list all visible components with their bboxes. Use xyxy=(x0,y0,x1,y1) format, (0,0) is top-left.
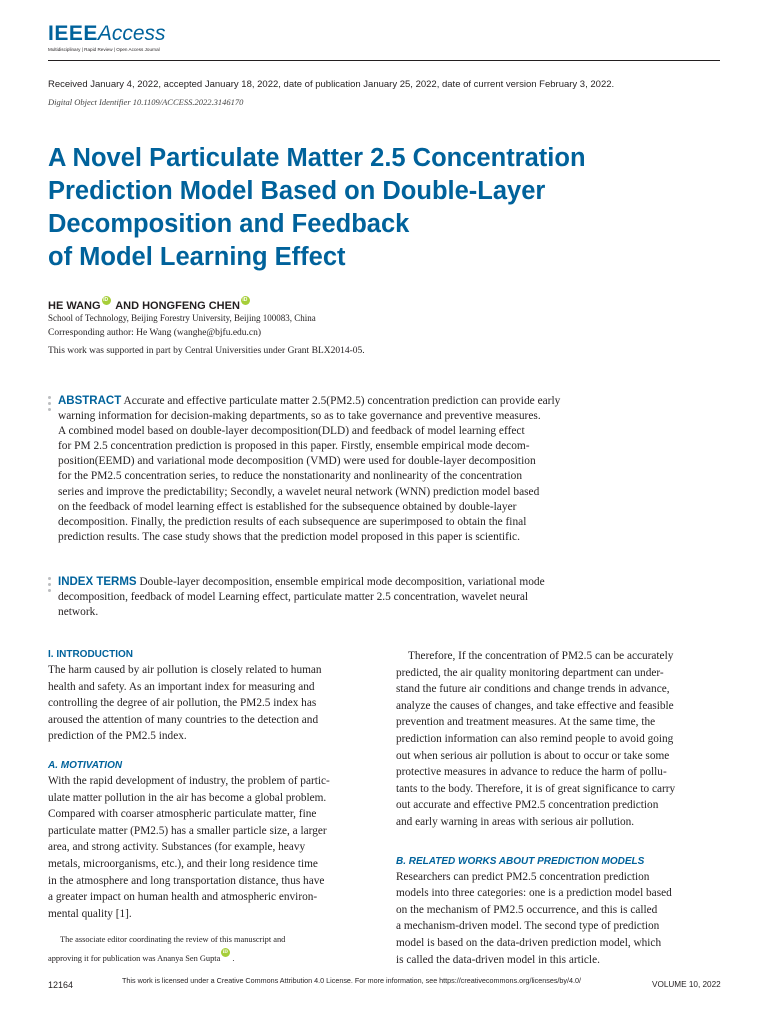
logo-access: Access xyxy=(97,22,166,45)
text-line: out accurate and effective PM2.5 concentration prediction xyxy=(396,799,659,812)
text-line: prevention and treatment measures. At the same time, the xyxy=(396,716,656,729)
abstract-line: on the feedback of model learning effect is established for the subsequence obtained by double-layer xyxy=(58,500,517,513)
corresponding-author: Corresponding author: He Wang (wanghe@bjfu.edu.cn) xyxy=(48,328,262,338)
right-column xyxy=(396,648,718,968)
logo-ieee: IEEE xyxy=(48,22,98,45)
journal-logo xyxy=(48,22,166,52)
abstract-line: for PM 2.5 concentration prediction is proposed in this paper. Firstly, ensemble empirical mode decom- xyxy=(58,440,530,453)
orcid-icon[interactable] xyxy=(241,296,250,305)
text-line: out when serious air pollution is about to occur or take some xyxy=(396,749,670,762)
index-terms-label: INDEX TERMS xyxy=(58,576,137,588)
text-line: models into three categories: one is a prediction model based xyxy=(396,887,672,900)
subsection-heading: B. RELATED WORKS ABOUT PREDICTION MODELS xyxy=(396,855,645,867)
text-line: The harm caused by air pollution is closely related to human xyxy=(48,664,322,676)
paper-title xyxy=(48,142,648,274)
footnote xyxy=(48,932,370,966)
left-column xyxy=(48,648,370,966)
author-name: HE WANG xyxy=(48,300,101,312)
text-line: particulate matter (PM2.5) has a smaller particle size, a larger xyxy=(48,824,327,837)
text-line: protective measures in advance to reduce the harm of pollu- xyxy=(396,766,667,779)
abstract-label: ABSTRACT xyxy=(58,395,122,407)
header-rule xyxy=(48,60,720,61)
abstract-text xyxy=(58,394,628,545)
abstract-line: A combined model based on double-layer decomposition(DLD) and feedback of model learning effect xyxy=(58,425,525,438)
text-line: controlling the degree of air pollution, the PM2.5 index has xyxy=(48,697,317,710)
text-line: Compared with coarser atmospheric particulate matter, fine xyxy=(48,808,317,821)
text-line: a mechanism-driven model. The second type of prediction xyxy=(396,920,660,933)
text-line: tants to the body. Therefore, it is of great significance to carry xyxy=(396,782,676,795)
subsection-heading: A. MOTIVATION xyxy=(48,759,123,771)
text-line: analyze the causes of changes, and take effective and feasible xyxy=(396,699,674,712)
text-line: aroused the attention of many countries to the detection and xyxy=(48,713,319,726)
text-line: ulate matter pollution in the air has become a global problem. xyxy=(48,791,327,804)
text-line: is called the data-driven model in this article. xyxy=(396,953,600,966)
text-line: predicted, the air quality monitoring department can under- xyxy=(396,666,664,679)
abstract-line: prediction results. The case study shows that the prediction model proposed in this paper is scientific. xyxy=(58,530,520,543)
text-line: metals, microorganisms, etc.), and their long residence time xyxy=(48,857,318,870)
author-name: AND HONGFENG CHEN xyxy=(115,300,240,312)
index-terms-line: network. xyxy=(58,606,99,619)
dots-icon xyxy=(48,577,52,595)
text-line: Therefore, If the concentration of PM2.5 can be accurately xyxy=(408,650,674,662)
text-line: area, and strong activity. Substances (for example, heavy xyxy=(48,841,306,854)
text-line: health and safety. As an important index for measuring and xyxy=(48,680,315,693)
abstract-line: position(EEMD) and variational mode decomposition (VMD) were used for double-layer decomposition xyxy=(58,455,536,468)
received-dates: Received January 4, 2022, accepted January 18, 2022, date of publication January 25, 2022, date of current version February 3, 2022. xyxy=(48,79,615,90)
section-heading: I. INTRODUCTION xyxy=(48,649,133,660)
title-line: of Model Learning Effect xyxy=(48,243,346,271)
text-line: With the rapid development of industry, the problem of partic- xyxy=(48,774,330,787)
abstract-block xyxy=(48,394,628,545)
abstract-line: decomposition. Finally, the prediction results of each subsequence are superimposed to obtain the final xyxy=(58,515,527,528)
affiliation: School of Technology, Beijing Forestry University, Beijing 100083, China xyxy=(48,313,316,323)
license-note: This work is licensed under a Creative Commons Attribution 4.0 License. For more information, see https://creativecommons.org/licenses/by/4.0/ xyxy=(122,976,582,985)
funding-note: This work was supported in part by Central Universities under Grant BLX2014-05. xyxy=(48,346,365,356)
logo-tagline: Multidisciplinary | Rapid Review | Open Access Journal xyxy=(48,47,160,52)
title-line: Decomposition and Feedback xyxy=(48,210,410,238)
text-line: Researchers can predict PM2.5 concentration prediction xyxy=(396,870,650,883)
index-terms-block xyxy=(48,575,628,620)
abstract-line: Accurate and effective particulate matter 2.5(PM2.5) concentration prediction can provide early xyxy=(121,395,561,407)
page-number: 12164 xyxy=(48,980,74,990)
text-line: on the mechanism of PM2.5 occurrence, and this is called xyxy=(396,903,658,916)
title-line: A Novel Particulate Matter 2.5 Concentration xyxy=(48,144,586,172)
dots-icon xyxy=(48,396,52,414)
text-line: in the atmosphere and long transportation distance, thus have xyxy=(48,874,325,887)
footnote-text: approving it for publication was Ananya Sen Gupta xyxy=(48,953,221,963)
text-line: model is based on the data-driven prediction model, which xyxy=(396,936,662,949)
therefore-paragraph xyxy=(396,648,718,831)
text-line: prediction information can also remind people to avoid going xyxy=(396,732,674,745)
motivation-paragraph xyxy=(48,773,370,922)
footnote-line: approving it for publication was Ananya Sen GuptaiD . xyxy=(48,948,370,967)
index-terms-text xyxy=(58,575,628,620)
abstract-line: series and improve the predictability; Secondly, a wavelet neural network (WNN) prediction model based xyxy=(58,485,540,498)
footnote-line: The associate editor coordinating the review of this manuscript and xyxy=(60,935,286,945)
index-terms-line: decomposition, feedback of model Learning effect, particulate matter 2.5 concentration, wavelet neural xyxy=(58,591,529,604)
text-line: and early warning in areas with serious air pollution. xyxy=(396,815,635,828)
text-line: stand the future air conditions and change trends in advance, xyxy=(396,683,670,696)
author-list xyxy=(48,296,252,312)
title-line: Prediction Model Based on Double-Layer xyxy=(48,177,546,205)
text-line: prediction of the PM2.5 index. xyxy=(48,730,187,743)
intro-paragraph xyxy=(48,662,370,745)
volume-label: VOLUME 10, 2022 xyxy=(652,980,721,989)
doi: Digital Object Identifier 10.1109/ACCESS.2022.3146170 xyxy=(48,97,244,107)
text-line: mental quality [1]. xyxy=(48,907,132,920)
orcid-icon[interactable] xyxy=(102,296,111,305)
abstract-line: warning information for decision-making departments, so as to take governance and preventive measures. xyxy=(58,410,541,423)
related-paragraph xyxy=(396,869,718,969)
index-terms-line: Double-layer decomposition, ensemble empirical mode decomposition, variational mode xyxy=(136,576,545,588)
text-line: a greater impact on human health and atmospheric environ- xyxy=(48,891,318,904)
abstract-line: for the PM2.5 concentration series, to reduce the nonstationarity and nonlinearity of the concentration xyxy=(58,470,523,483)
orcid-icon[interactable] xyxy=(221,948,230,957)
